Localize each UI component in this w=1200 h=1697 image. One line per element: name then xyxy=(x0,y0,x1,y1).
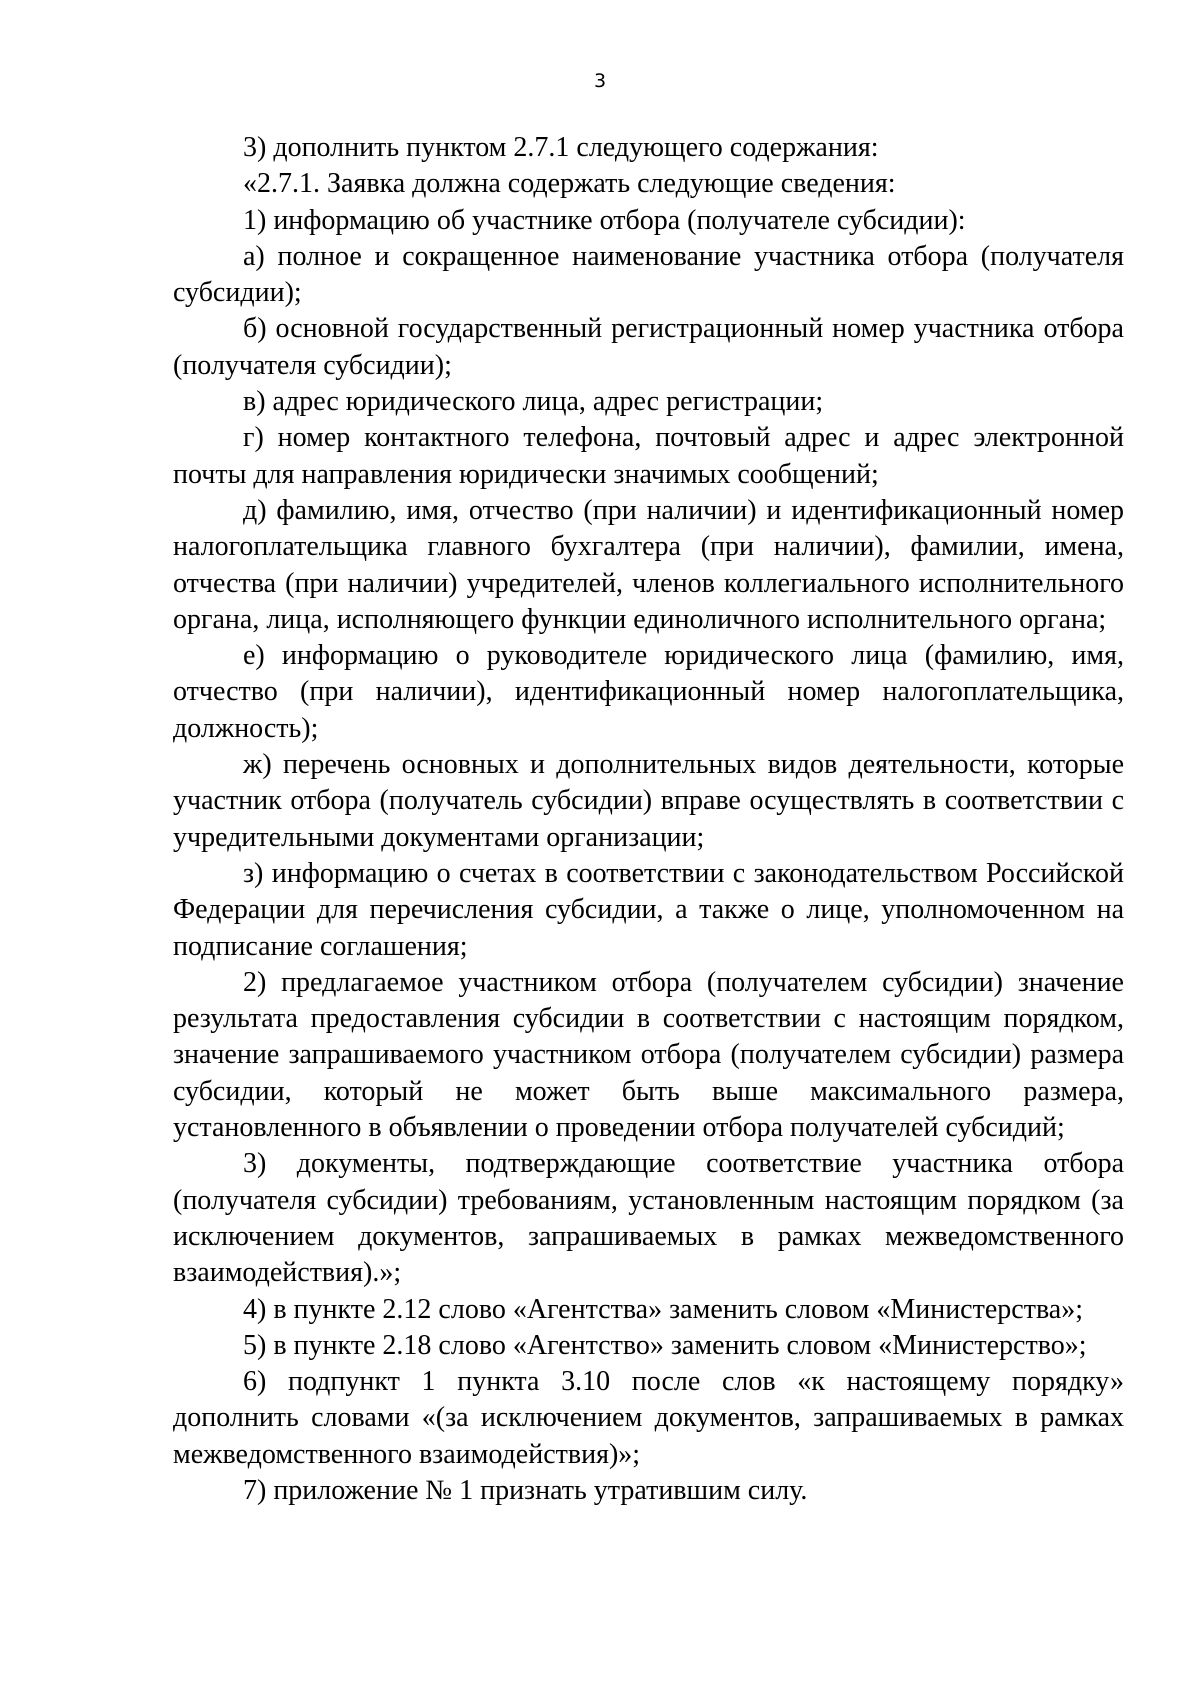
paragraph-item-7: 7) приложение № 1 признать утратившим силу. xyxy=(243,1474,808,1506)
paragraph-letter-e: е) информацию о руководителе юридического лица (фамилию, имя, отчество (при наличии), идентификационный номер налогоплательщика, должность); xyxy=(173,640,1124,744)
paragraph-letter-a: а) полное и сокращенное наименование участника отбора (получателя субсидии); xyxy=(173,240,1124,309)
paragraph-quote-start: «2.7.1. Заявка должна содержать следующие сведения: xyxy=(243,168,896,200)
paragraph-subitem-3: 3) документы, подтверждающие соответствие участника отбора (получателя субсидии) требованиям, установленным настоящим порядком (за исключением документов, запрашиваемых в рамках межведомственного взаимодействия).»; xyxy=(173,1148,1124,1289)
paragraph-item-3: 3) дополнить пунктом 2.7.1 следующего содержания: xyxy=(243,132,879,163)
paragraph-letter-d: д) фамилию, имя, отчество (при наличии) и идентификационный номер налогоплательщика главного бухгалтера (при наличии), фамилии, имена, отчества (при наличии) учредителей, членов коллегиального исполнительного органа, лица, исполняющего функции единоличного исполнительного органа; xyxy=(173,494,1124,635)
paragraph-letter-v: в) адрес юридического лица, адрес регистрации; xyxy=(243,386,824,418)
paragraph-subitem-1: 1) информацию об участнике отбора (получателе субсидии): xyxy=(243,204,966,236)
document-body xyxy=(173,130,1124,1509)
paragraph-item-4: 4) в пункте 2.12 слово «Агентства» заменить словом «Министерства»; xyxy=(243,1293,1083,1325)
page-number: 3 xyxy=(593,70,607,92)
paragraph-letter-b: б) основной государственный регистрационный номер участника отбора (получателя субсидии); xyxy=(173,313,1124,381)
paragraph-letter-g: г) номер контактного телефона, почтовый адрес и адрес электронной почты для направления юридически значимых сообщений; xyxy=(173,422,1124,490)
paragraph-subitem-2: 2) предлагаемое участником отбора (получателем субсидии) значение результата предоставления субсидии в соответствии с настоящим порядком, значение запрашиваемого участником отбора (получателем субсидии) размера субсидии, который не может быть выше максимального размера, установленного в объявлении о проведении отбора получателей субсидий; xyxy=(173,966,1124,1144)
paragraph-item-5: 5) в пункте 2.18 слово «Агентство» заменить словом «Министерство»; xyxy=(243,1329,1087,1361)
paragraph-item-6: 6) подпункт 1 пункта 3.10 после слов «к настоящему порядку» дополнить словами «(за исключением документов, запрашиваемых в рамках межведомственного взаимодействия)»; xyxy=(173,1366,1124,1470)
paragraph-letter-z: з) информацию о счетах в соответствии с законодательством Российской Федерации для перечисления субсидии, а также о лице, уполномоченном на подписание соглашения; xyxy=(173,857,1124,962)
paragraph-letter-zh: ж) перечень основных и дополнительных видов деятельности, которые участник отбора (получатель субсидии) вправе осуществлять в соответствии с учредительными документами организации; xyxy=(173,749,1124,853)
